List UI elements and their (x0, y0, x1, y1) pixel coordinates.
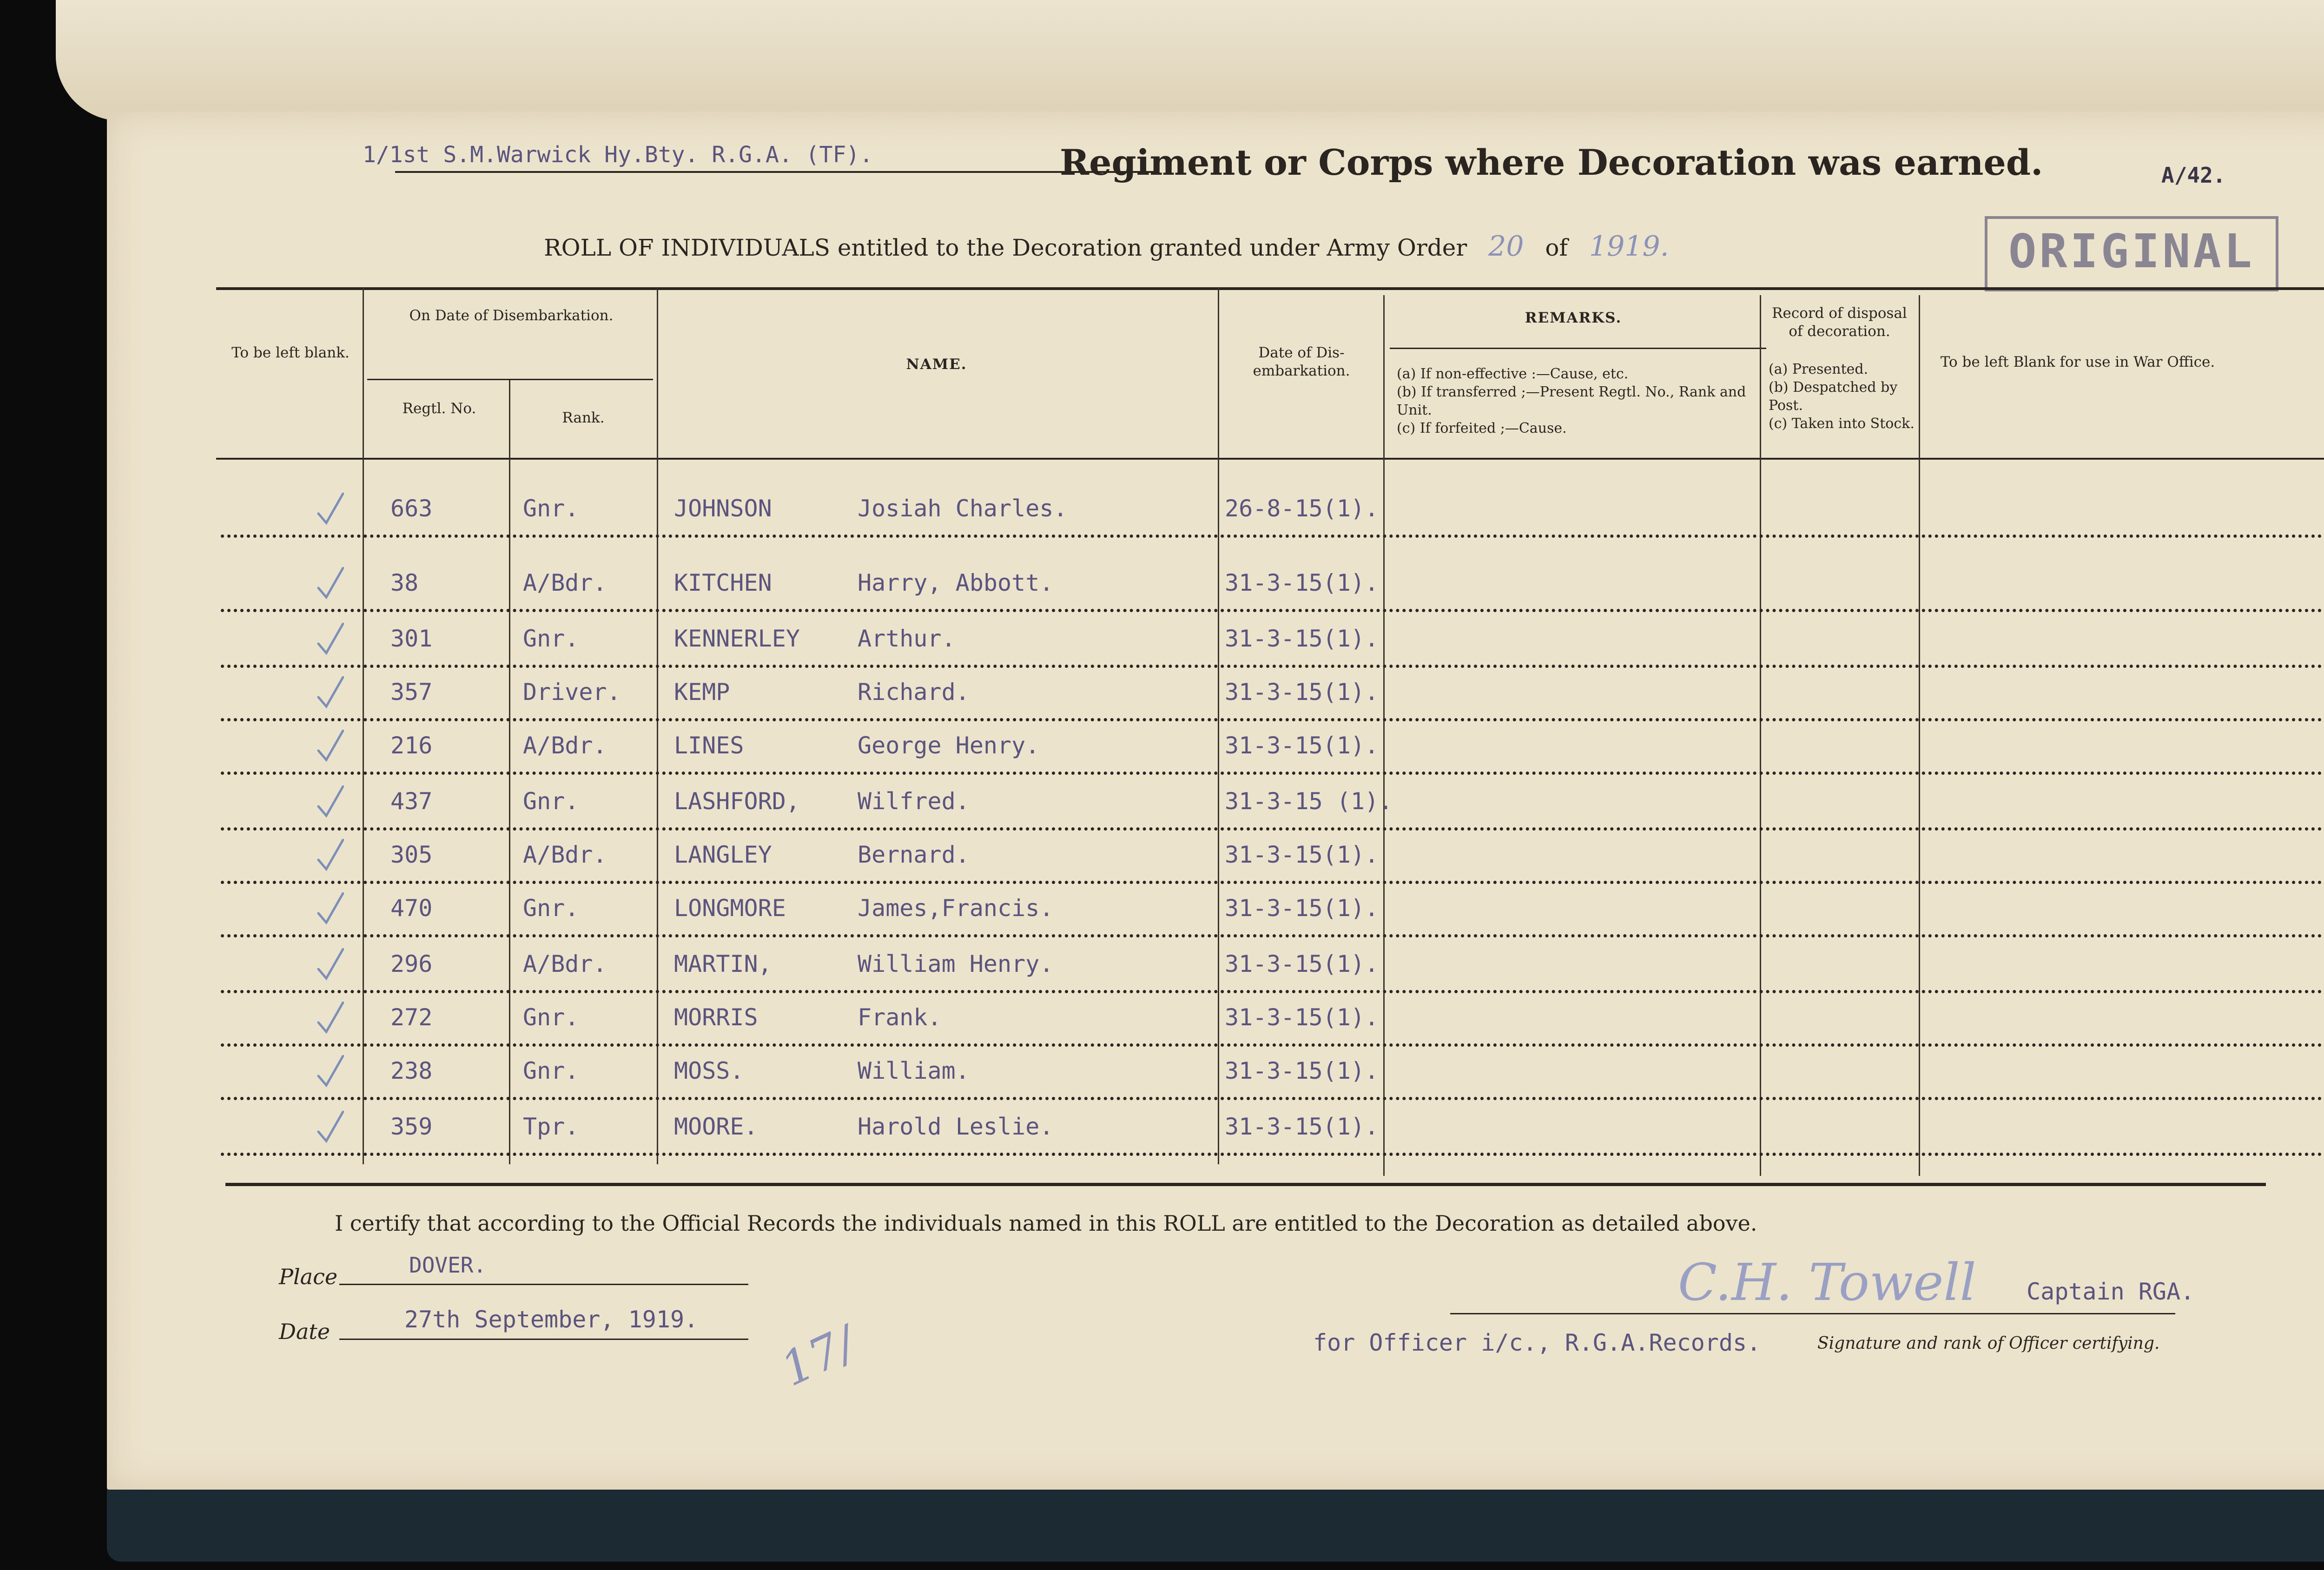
row-dotted-rule (221, 772, 2324, 775)
row-regtl-no: 357 (390, 679, 433, 706)
tick-mark-icon (316, 676, 344, 709)
row-rank: Gnr. (523, 788, 579, 815)
row-dotted-rule (221, 665, 2324, 668)
row-surname: KENNERLEY (674, 625, 800, 652)
tick-mark-icon (316, 892, 344, 925)
signature-caption: Signature and rank of Officer certifying. (1817, 1334, 2160, 1353)
row-rank: Driver. (523, 679, 621, 706)
row-disembarkation-date: 31-3-15(1). (1225, 679, 1379, 706)
row-rank: A/Bdr. (523, 732, 607, 759)
table-header-rule (216, 458, 2324, 460)
row-given-names: George Henry. (858, 732, 1040, 759)
row-dotted-rule (221, 827, 2324, 831)
tick-mark-icon (316, 839, 344, 871)
row-dotted-rule (221, 534, 2324, 538)
row-given-names: Harry, Abbott. (858, 569, 1054, 596)
col-header-blank: To be left blank. (231, 344, 350, 361)
row-regtl-no: 305 (390, 841, 433, 868)
row-given-names: William. (858, 1057, 970, 1084)
row-dotted-rule (221, 990, 2324, 993)
col-header-regtl-no: Regtl. No. (402, 400, 476, 417)
tick-mark-icon (316, 1111, 344, 1143)
tick-mark-icon (316, 1055, 344, 1088)
row-surname: KEMP (674, 679, 730, 706)
row-dotted-rule (221, 881, 2324, 884)
row-surname: MOSS. (674, 1057, 744, 1084)
row-disembarkation-date: 26-8-15(1). (1225, 495, 1379, 522)
row-disembarkation-date: 31-3-15 (1). (1225, 788, 1393, 815)
row-dotted-rule (221, 1043, 2324, 1047)
row-surname: JOHNSON (674, 495, 772, 522)
row-regtl-no: 663 (390, 495, 433, 522)
row-regtl-no: 38 (390, 569, 419, 596)
original-stamp: ORIGINAL (1985, 216, 2278, 291)
row-surname: LANGLEY (674, 841, 772, 868)
signature-line (1450, 1313, 2175, 1314)
row-disembarkation-date: 31-3-15(1). (1225, 1004, 1379, 1031)
col-header-name: NAME. (906, 356, 967, 373)
row-disembarkation-date: 31-3-15(1). (1225, 625, 1379, 652)
date-underline (339, 1339, 748, 1340)
row-dotted-rule (221, 1153, 2324, 1156)
row-surname: MARTIN, (674, 950, 772, 977)
row-disembarkation-date: 31-3-15(1). (1225, 1057, 1379, 1084)
date-value: 27th September, 1919. (404, 1306, 699, 1333)
signer-rank: Captain RGA. (2027, 1278, 2195, 1305)
army-order-number: 20 (1488, 230, 1524, 263)
row-dotted-rule (221, 1097, 2324, 1100)
row-regtl-no: 301 (390, 625, 433, 652)
remarks-subrule (1390, 348, 1766, 349)
officer-signature: C.H. Towell (1678, 1253, 1976, 1312)
row-disembarkation-date: 31-3-15(1). (1225, 841, 1379, 868)
col-header-date: Date of Dis- embarkation. (1253, 344, 1350, 379)
certification-text: I certify that according to the Official Records the individuals named in this ROLL are entitled to the Decoration as detailed above. (335, 1211, 1757, 1236)
remarks-option-b: (b) If transferred ;—Present Regtl. No., Rank and Unit. (1397, 384, 1746, 418)
tick-mark-icon (316, 623, 344, 655)
row-surname: KITCHEN (674, 569, 772, 596)
tick-mark-icon (316, 948, 344, 981)
table-top-rule (216, 287, 2324, 290)
row-disembarkation-date: 31-3-15(1). (1225, 1113, 1379, 1140)
col-header-disposal: Record of disposal of decoration. (1772, 305, 1907, 340)
row-rank: Gnr. (523, 495, 579, 522)
row-regtl-no: 359 (390, 1113, 433, 1140)
roll-entitled: entitled to the Decoration granted under Army Order (837, 234, 1467, 261)
tick-mark-icon (316, 493, 344, 525)
row-given-names: Wilfred. (858, 788, 970, 815)
row-given-names: James,Francis. (858, 895, 1054, 922)
roll-title: ROLL OF INDIVIDUALS (544, 234, 830, 261)
row-given-names: Harold Leslie. (858, 1113, 1054, 1140)
disposal-option-c: (c) Taken into Stock. (1769, 416, 1915, 432)
page-curl (56, 0, 2324, 121)
row-given-names: Frank. (858, 1004, 942, 1031)
place-label: Place (279, 1264, 338, 1289)
row-disembarkation-date: 31-3-15(1). (1225, 732, 1379, 759)
roll-page (107, 112, 2324, 1490)
row-dotted-rule (221, 609, 2324, 612)
row-dotted-rule (221, 718, 2324, 721)
row-given-names: Arthur. (858, 625, 956, 652)
row-regtl-no: 272 (390, 1004, 433, 1031)
row-dotted-rule (221, 934, 2324, 937)
remarks-option-a: (a) If non-effective :—Cause, etc. (1397, 366, 1629, 382)
col-header-on-date: On Date of Disembarkation. (409, 307, 614, 324)
row-regtl-no: 238 (390, 1057, 433, 1084)
row-disembarkation-date: 31-3-15(1). (1225, 895, 1379, 922)
table-bottom-rule (225, 1183, 2266, 1186)
col-header-rank: Rank. (562, 409, 605, 426)
tick-mark-icon (316, 785, 344, 818)
place-value: DOVER. (409, 1253, 487, 1278)
army-order-year: 1919. (1589, 230, 1669, 263)
row-rank: Gnr. (523, 895, 579, 922)
row-surname: MOORE. (674, 1113, 758, 1140)
roll-of: of (1545, 234, 1568, 261)
row-rank: Gnr. (523, 1057, 579, 1084)
row-rank: Gnr. (523, 625, 579, 652)
place-underline (339, 1284, 748, 1285)
col-divider (1218, 288, 1219, 1164)
col-header-war-office: To be left Blank for use in War Office. (1940, 354, 2215, 370)
handwritten-initials: 17/ (772, 1316, 864, 1397)
reference-number: A/42. (2161, 163, 2226, 188)
row-given-names: Richard. (858, 679, 970, 706)
row-regtl-no: 296 (390, 950, 433, 977)
row-disembarkation-date: 31-3-15(1). (1225, 569, 1379, 596)
row-rank: Tpr. (523, 1113, 579, 1140)
row-regtl-no: 437 (390, 788, 433, 815)
disposal-option-b: (b) Despatched by Post. (1769, 379, 1898, 414)
row-rank: A/Bdr. (523, 569, 607, 596)
col-divider (363, 288, 364, 1164)
date-label: Date (279, 1319, 330, 1344)
tick-mark-icon (316, 567, 344, 600)
tick-mark-icon (316, 1002, 344, 1034)
corps-label: Regiment or Corps where Decoration was earned. (1060, 142, 2043, 183)
row-disembarkation-date: 31-3-15(1). (1225, 950, 1379, 977)
col-divider (657, 288, 658, 1164)
row-regtl-no: 216 (390, 732, 433, 759)
row-rank: A/Bdr. (523, 950, 607, 977)
remarks-option-c: (c) If forfeited ;—Cause. (1397, 420, 1567, 436)
col-header-remarks: REMARKS. (1525, 310, 1622, 326)
row-surname: MORRIS (674, 1004, 758, 1031)
row-given-names: William Henry. (858, 950, 1054, 977)
tick-mark-icon (316, 730, 344, 762)
disposal-option-a: (a) Presented. (1769, 361, 1868, 377)
row-rank: Gnr. (523, 1004, 579, 1031)
row-surname: LASHFORD, (674, 788, 800, 815)
row-rank: A/Bdr. (523, 841, 607, 868)
officer-title: for Officer i/c., R.G.A.Records. (1313, 1329, 1761, 1356)
row-surname: LONGMORE (674, 895, 786, 922)
unit-underline (395, 171, 1157, 173)
row-surname: LINES (674, 732, 744, 759)
row-given-names: Bernard. (858, 841, 970, 868)
row-given-names: Josiah Charles. (858, 495, 1068, 522)
unit-name: 1/1st S.M.Warwick Hy.Bty. R.G.A. (TF). (363, 142, 873, 168)
row-regtl-no: 470 (390, 895, 433, 922)
